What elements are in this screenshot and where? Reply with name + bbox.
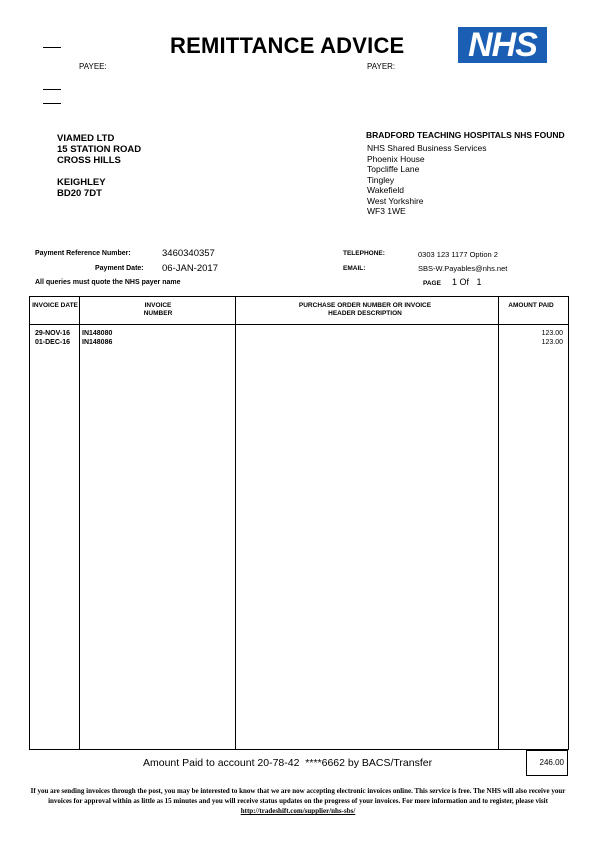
- payment-date-value: 06-JAN-2017: [162, 263, 218, 274]
- column-divider: [79, 297, 80, 749]
- footer-text: If you are sending invoices through the post, you may be interested to know that we are now accepting electronic invoices online. This service is free. The NHS will also receive your invoices for approval within as little as 15 minutes and you will receive status updates on the progress of your invoices. For more information and to register, please visit: [30, 787, 566, 805]
- row-2-amount: 123.00: [541, 339, 563, 346]
- payer-line: Phoenix House: [367, 153, 425, 164]
- tradeshift-link[interactable]: http://tradeshift.com/supplier/nhs-sbs/: [240, 807, 356, 815]
- column-divider: [498, 297, 499, 749]
- page-value: 1 Of 1: [452, 277, 482, 287]
- fold-mark-mid: [43, 103, 61, 104]
- payee-line: CROSS HILLS: [57, 155, 121, 166]
- page-label: PAGE: [423, 280, 441, 287]
- nhs-logo-text: NHS: [468, 26, 537, 64]
- row-1-amount: 123.00: [541, 330, 563, 337]
- row-2-date: 01-DEC-16: [35, 339, 71, 346]
- fold-mark-top: [43, 47, 61, 48]
- payee-label: PAYEE:: [79, 62, 107, 71]
- payment-ref-value: 3460340357: [162, 248, 215, 259]
- email-label: EMAIL:: [343, 265, 366, 272]
- payee-line: KEIGHLEY: [57, 177, 106, 188]
- row-2-number: IN148086: [82, 339, 113, 346]
- page-title: REMITTANCE ADVICE: [170, 33, 405, 58]
- payer-line: Wakefield: [367, 185, 405, 195]
- email-value: SBS-W.Payables@nhs.net: [418, 264, 508, 273]
- payer-label: PAYER:: [367, 62, 396, 71]
- invoice-table: [29, 296, 569, 750]
- payee-line: 15 STATION ROAD: [57, 144, 142, 155]
- footer-note: [29, 786, 567, 816]
- header-amount-paid: AMOUNT PAID: [508, 302, 554, 309]
- header-divider: [30, 324, 568, 325]
- payee-line: [57, 166, 141, 177]
- payee-line: VIAMED LTD: [57, 133, 115, 144]
- payer-line: Topcliffe Lane: [367, 164, 420, 174]
- header-invoice-date: INVOICE DATE: [32, 302, 78, 309]
- payment-ref-label: Payment Reference Number:: [35, 250, 131, 257]
- header-description: PURCHASE ORDER NUMBER OR INVOICE HEADER DESCRIPTION: [298, 302, 432, 317]
- telephone-label: TELEPHONE:: [343, 250, 385, 257]
- payer-line: WF3 1WE: [367, 206, 406, 216]
- row-1-number: IN148080: [82, 330, 113, 337]
- nhs-logo: [458, 27, 547, 63]
- queries-note: All queries must quote the NHS payer name: [35, 279, 181, 286]
- amount-paid-text: Amount Paid to account 20-78-42 ****6662 by BACS/Transfer: [143, 757, 433, 769]
- total-amount: 246.00: [539, 758, 564, 767]
- payer-line: NHS Shared Business Services: [367, 143, 487, 153]
- payee-address: [57, 133, 141, 199]
- payment-date-label: Payment Date:: [95, 265, 144, 272]
- header-invoice-number: INVOICE NUMBER: [143, 302, 173, 317]
- payer-name: BRADFORD TEACHING HOSPITALS NHS FOUND: [366, 130, 565, 140]
- payee-line: BD20 7DT: [57, 188, 102, 199]
- total-box: [526, 750, 568, 776]
- fold-mark-bottom: [43, 89, 61, 90]
- column-divider: [235, 297, 236, 749]
- payer-address: [367, 143, 487, 217]
- row-1-date: 29-NOV-16: [35, 330, 71, 337]
- payer-line: Tingley: [367, 174, 395, 185]
- telephone-value: 0303 123 1177 Option 2: [418, 250, 498, 259]
- payer-line: West Yorkshire: [367, 195, 424, 206]
